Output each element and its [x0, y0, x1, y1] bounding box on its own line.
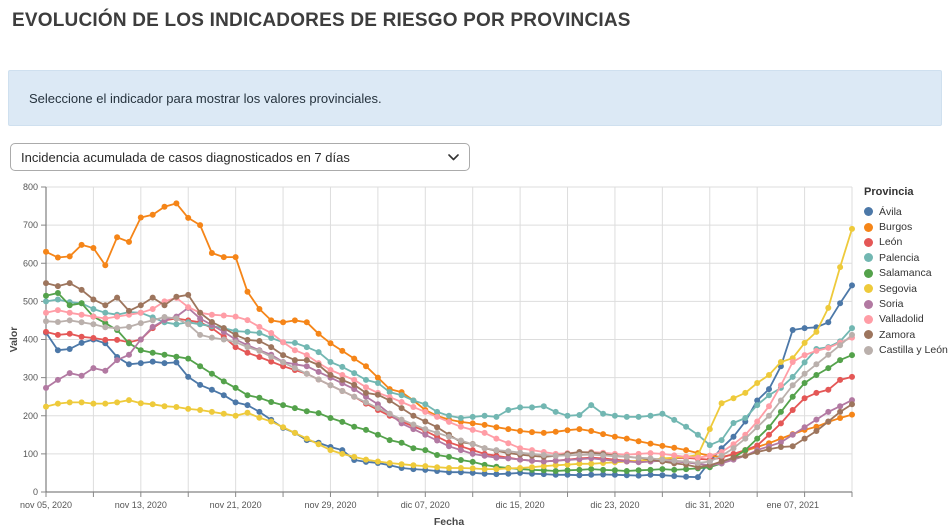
- legend-item: [864, 219, 948, 234]
- legend-item: [864, 266, 948, 281]
- svg-text:600: 600: [22, 258, 38, 269]
- legend-label: Soria: [879, 298, 904, 311]
- legend-swatch-icon: [864, 269, 873, 278]
- svg-text:500: 500: [22, 296, 38, 307]
- legend-item: [864, 312, 948, 327]
- svg-text:nov 05, 2020: nov 05, 2020: [19, 500, 73, 510]
- legend-swatch-icon: [864, 207, 873, 216]
- svg-text:dic 07, 2020: dic 07, 2020: [400, 500, 450, 510]
- indicator-select-value: Incidencia acumulada de casos diagnosticados en 7 días: [21, 149, 350, 165]
- legend-title: Provincia: [864, 186, 914, 198]
- svg-text:nov 29, 2020: nov 29, 2020: [304, 500, 357, 510]
- legend-swatch-icon: [864, 253, 873, 262]
- svg-text:dic 31, 2020: dic 31, 2020: [685, 500, 735, 510]
- axes: [8, 182, 852, 528]
- svg-text:700: 700: [22, 220, 38, 231]
- legend-label: Zamora: [879, 328, 916, 341]
- legend-items: [864, 204, 948, 358]
- info-banner-text: Seleccione el indicador para mostrar los valores provinciales.: [29, 90, 382, 106]
- chart-legend: [864, 186, 948, 358]
- legend-label: Salamanca: [879, 267, 932, 280]
- svg-text:300: 300: [22, 372, 38, 383]
- legend-swatch-icon: [864, 284, 873, 293]
- legend-item: [864, 204, 948, 219]
- legend-label: Segovia: [879, 282, 917, 295]
- svg-text:0: 0: [32, 487, 38, 497]
- legend-swatch-icon: [864, 300, 873, 309]
- svg-text:800: 800: [22, 182, 38, 192]
- legend-label: Castilla y León: [879, 344, 948, 357]
- svg-text:dic 23, 2020: dic 23, 2020: [590, 500, 640, 510]
- svg-text:ene 07, 2021: ene 07, 2021: [766, 500, 820, 510]
- legend-swatch-icon: [864, 223, 873, 232]
- svg-text:dic 15, 2020: dic 15, 2020: [495, 500, 545, 510]
- legend-item: [864, 250, 948, 265]
- y-axis-title: Valor: [8, 326, 20, 353]
- legend-label: Valladolid: [879, 313, 924, 326]
- legend-swatch-icon: [864, 330, 873, 339]
- svg-text:nov 13, 2020: nov 13, 2020: [114, 500, 167, 510]
- legend-item: [864, 343, 948, 358]
- legend-item: [864, 281, 948, 296]
- svg-text:100: 100: [22, 448, 38, 459]
- legend-item: [864, 327, 948, 342]
- legend-label: Burgos: [879, 221, 913, 234]
- legend-item: [864, 296, 948, 311]
- svg-text:400: 400: [22, 334, 38, 345]
- legend-swatch-icon: [864, 315, 873, 324]
- x-axis-title: Fecha: [433, 516, 465, 528]
- svg-text:200: 200: [22, 410, 38, 421]
- page-title: EVOLUCIÓN DE LOS INDICADORES DE RIESGO POR PROVINCIAS: [12, 10, 631, 31]
- legend-label: Ávila: [879, 205, 902, 218]
- legend-swatch-icon: [864, 346, 873, 355]
- svg-text:nov 21, 2020: nov 21, 2020: [209, 500, 262, 510]
- legend-label: León: [879, 236, 903, 249]
- legend-item: [864, 235, 948, 250]
- legend-label: Palencia: [879, 251, 920, 264]
- legend-swatch-icon: [864, 238, 873, 247]
